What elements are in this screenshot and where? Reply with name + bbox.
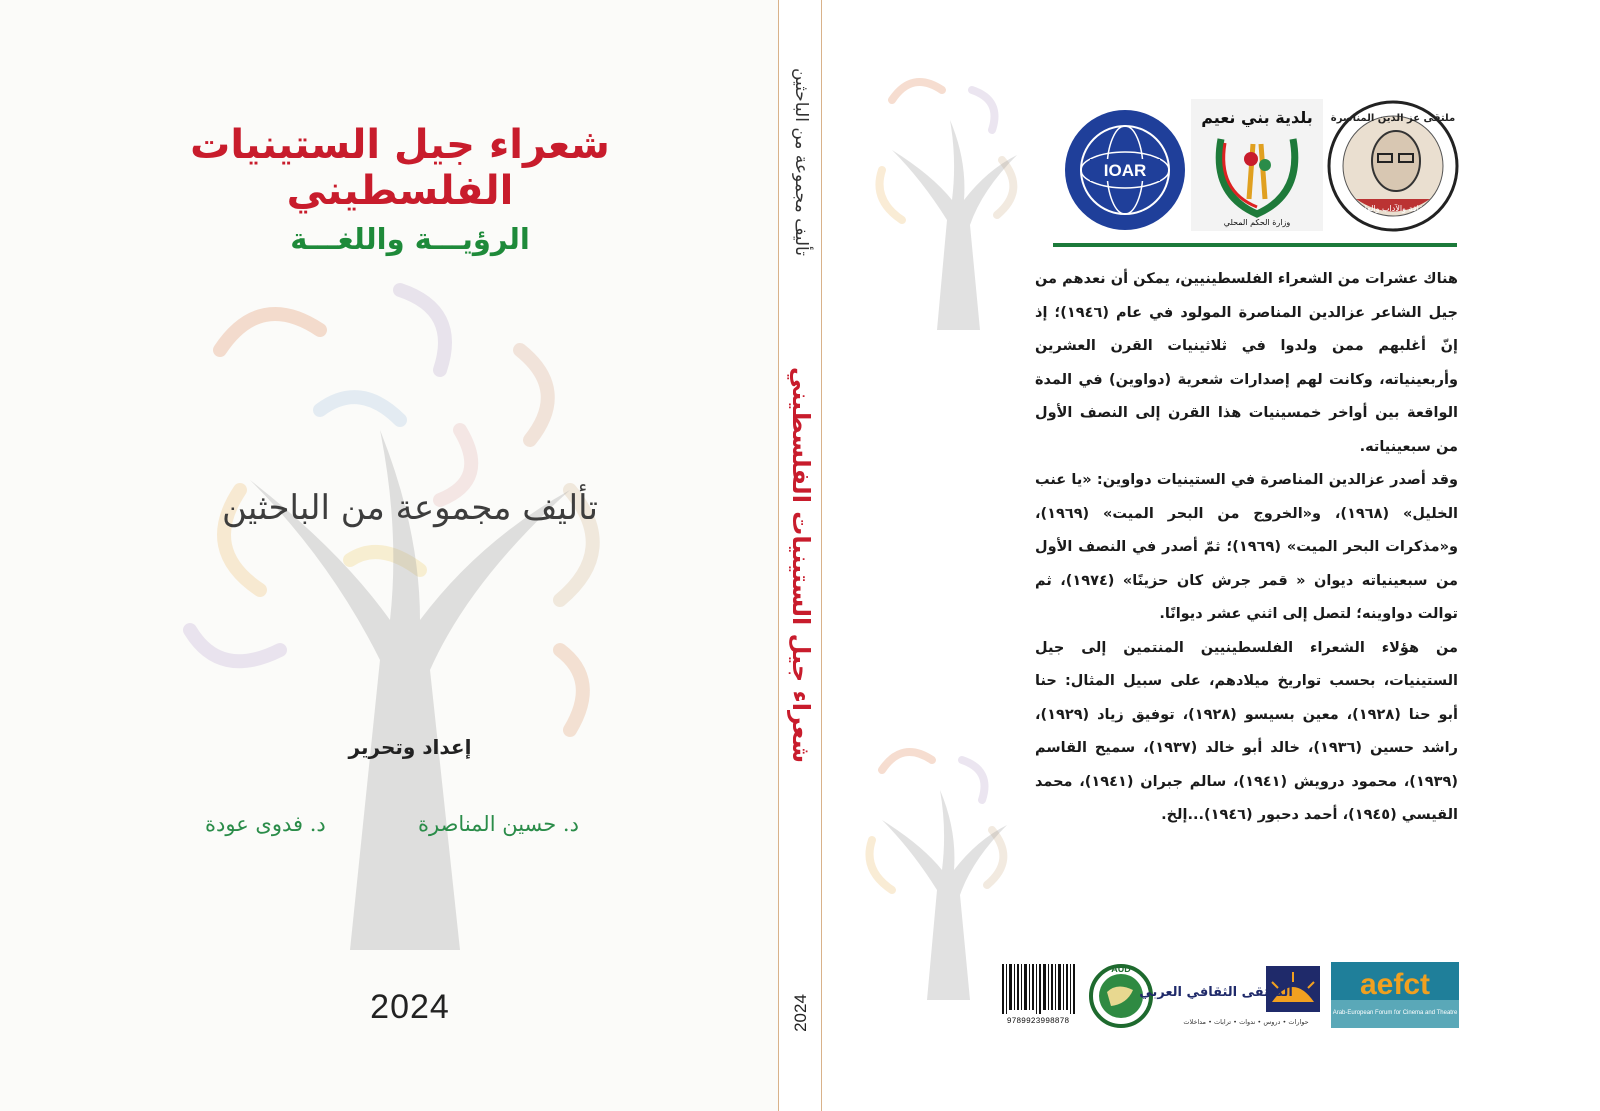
ioar-logo-text: IOAR: [1103, 161, 1147, 180]
aefct-logo-text: aefct: [1359, 968, 1431, 1001]
letter-tree-decoration-bottom: [842, 730, 1042, 1000]
manasra-forum-logo: [1326, 99, 1460, 233]
book-spine: [778, 0, 822, 1111]
editor-name-1: د. حسين المناصرة: [418, 812, 579, 836]
blurb-paragraph-1: هناك عشرات من الشعراء الفلسطينيين، يمكن أن نعدهم من جيل الشاعر عزالدين المناصرة المولود في عام (١٩٤٦)؛ إذ إنّ أغلبهم ممن ولدوا في ثلاثينيات القرن العشرين وأربعينياته، وكانت لهم إصدارات شعرية (دواوين) في المدة الواقعة بين أواخر خمسينيات هذا القرن إلى النصف الأول من سبعينياته.: [1035, 271, 1458, 455]
front-cover: [0, 0, 778, 1111]
green-divider: [1053, 243, 1457, 247]
manasra-logo-text: ملتقى عز الدين المناصرة: [1330, 113, 1456, 124]
book-title: شعراء جيل الستينيات الفلسطيني: [190, 122, 610, 214]
blurb-paragraph-2: وقد أصدر عزالدين المناصرة في الستينيات دواوين: «يا عنب الخليل» (١٩٦٨)، و«الخروج من البحر الميت» (١٩٦٩)، و«مذكرات البحر الميت» (١٩٦٩)؛ ثمّ أصدر في النصف الأول من سبعينياته ديوان « قمر جرش كان حزينًا» (١٩٧٤)، ثم توالت دواوينه؛ لتصل إلى اثني عشر ديوانًا.: [1035, 472, 1458, 622]
manasra-logo-subtext: للثقافة والآداب والعلوم: [1355, 204, 1431, 213]
aefct-logo-subtext: Arab-European Forum for Cinema and Theatre: [1332, 1010, 1458, 1016]
letter-tree-decoration-top: [852, 60, 1052, 330]
arab-cultural-forum-text: الملتقى الثقافي العربي: [1139, 985, 1293, 1000]
bani-naim-logo-text: بلدية بني نعيم: [1201, 108, 1313, 127]
bani-naim-municipality-logo: [1191, 99, 1323, 231]
aefct-logo: [1331, 962, 1459, 1028]
letter-tree-illustration: [100, 230, 700, 950]
barcode-icon: [1000, 962, 1076, 1016]
editor-name-2: د. فدوى عودة: [205, 812, 326, 836]
authorship-line: تأليف مجموعة من الباحثين: [222, 488, 598, 528]
spine-year: 2024: [791, 994, 810, 1032]
bani-naim-logo-subtext: وزارة الحكم المحلي: [1223, 218, 1291, 227]
book-subtitle: الرؤيـــة واللغـــة: [290, 222, 530, 256]
spine-authorship: تأليف مجموعة من الباحثين: [791, 68, 811, 256]
ioar-logo: [1062, 107, 1188, 233]
back-cover-blurb: [1035, 263, 1458, 833]
publication-year: 2024: [370, 988, 450, 1026]
blurb-paragraph-3: من هؤلاء الشعراء الفلسطينيين المنتمين إلى جيل الستينيات، بحسب تواريخ ميلادهم، على سبيل المثال: حنا أبو حنا (١٩٢٨)، معين بسيسو (١٩٢٨)، توفيق زياد (١٩٢٩)، راشد حسين (١٩٣٦)، خالد أبو خالد (١٩٣٧)، سميح القاسم (١٩٣٩)، محمود درويش (١٩٤١)، سالم جبران (١٩٤١)، محمد القيسي (١٩٤٥)، أحمد دحبور (١٩٤٦)...إلخ.: [1035, 639, 1459, 823]
isbn-number: 9789923998878: [1006, 1017, 1070, 1026]
prepared-by-label: إعداد وتحرير: [348, 735, 472, 759]
arab-cultural-forum-subtext: حوارات • دروس • ندوات • ترابات • مداخلات: [1183, 1018, 1309, 1026]
spine-title: شعراء جيل الستينيات الفلسطيني: [787, 366, 815, 764]
aud-logo-text: AUD: [1111, 964, 1131, 974]
arab-cultural-forum-logo: [1139, 962, 1324, 1028]
